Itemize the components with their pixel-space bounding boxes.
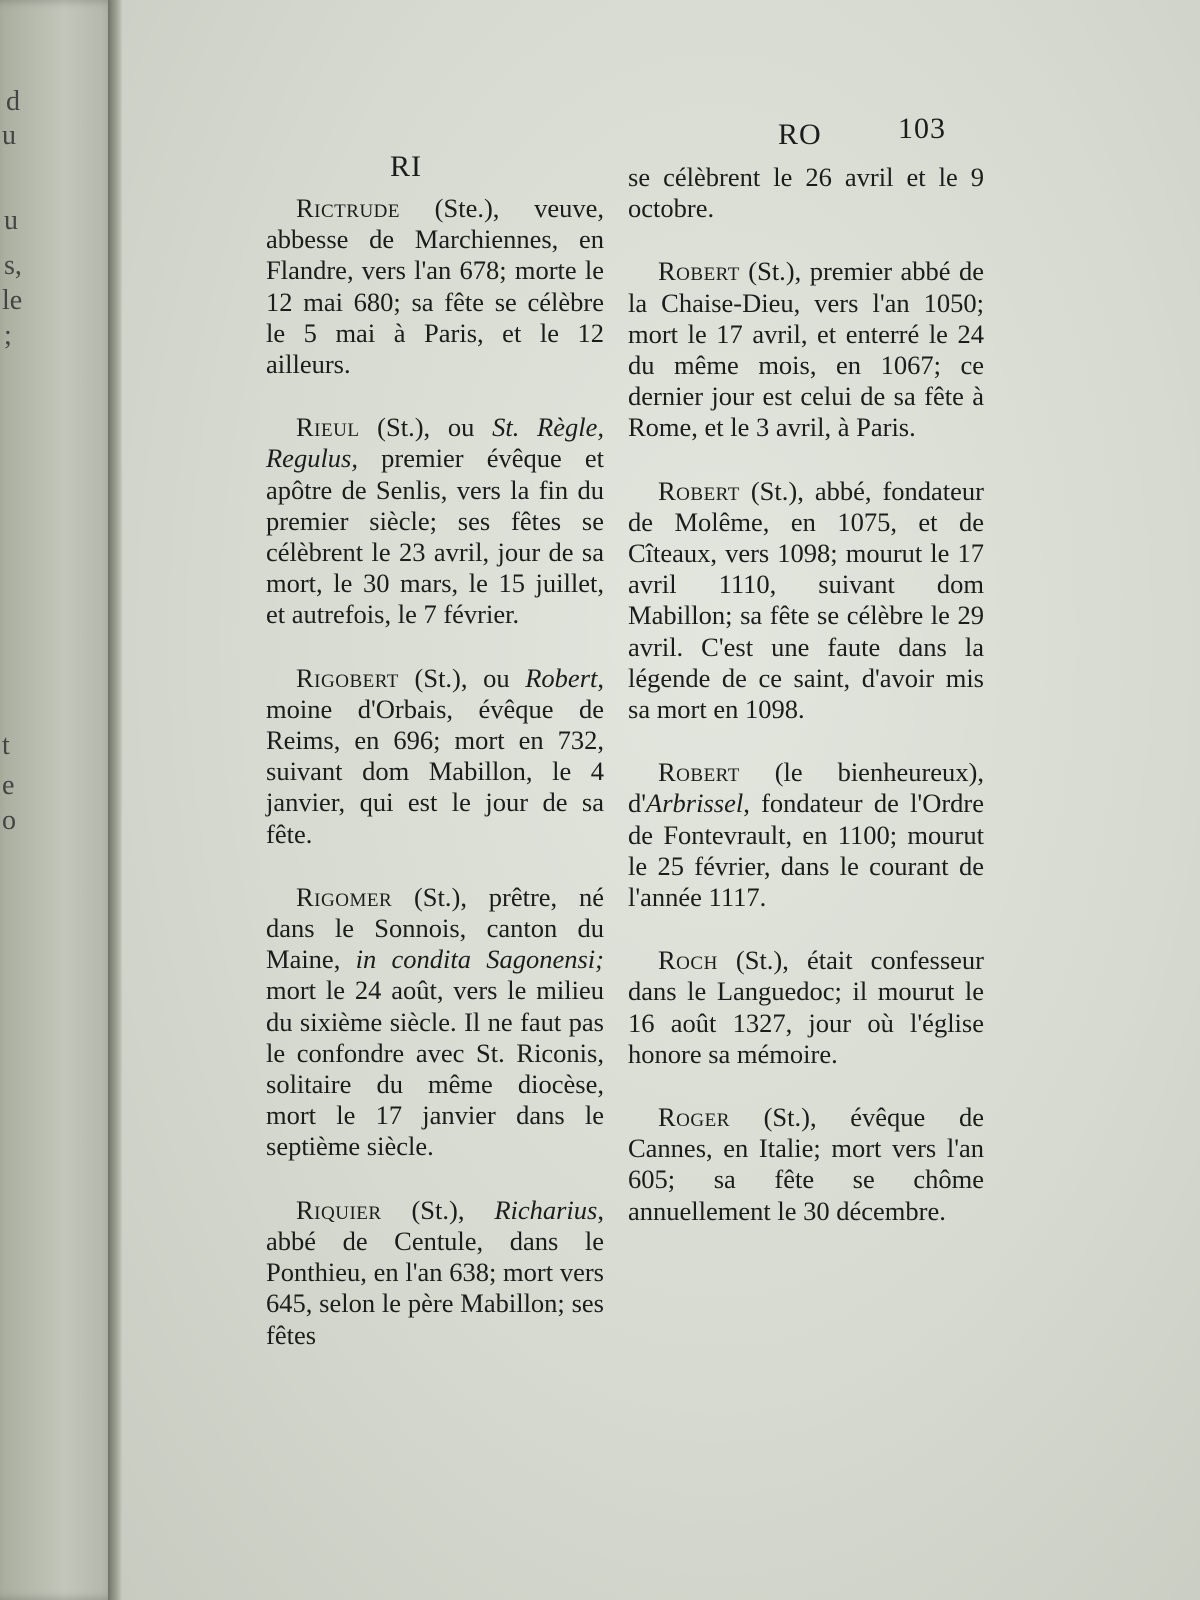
entry-riquier-continuation xyxy=(628,162,984,224)
entry-robert-moleme xyxy=(628,476,984,726)
entry-robert-arbrissel xyxy=(628,757,984,913)
entry-italic-text: St. Règle, Regulus, xyxy=(266,412,604,474)
right-column xyxy=(628,162,984,1259)
entry-name: Roger xyxy=(658,1102,730,1133)
entry-name: Rieul xyxy=(296,412,360,443)
entry-text: premier évêque et apôtre de Senlis, vers la fin du premier siècle; ses fêtes se célèbrent le 23 avril, jour de sa mort, le 30 mars, le 15 juillet, et autrefois, le 7 février. xyxy=(266,443,604,630)
entry-text: se célèbrent le 26 avril et le 9 octobre. xyxy=(628,162,984,224)
bleed-through-text: o xyxy=(2,805,16,836)
entry-rieul xyxy=(266,412,604,630)
left-column-header: RI xyxy=(390,150,422,183)
entry-text: mort le 24 août, vers le milieu du sixième siècle. Il ne faut pas le confondre avec St. Riconis, solitaire du même diocèse, mort le 17 janvier dans le septième siècle. xyxy=(266,975,604,1162)
bleed-through-text: u xyxy=(4,205,18,236)
bleed-through-text: ; xyxy=(4,320,12,351)
book-gutter xyxy=(108,0,122,1600)
bleed-through-text: u xyxy=(2,120,16,151)
entry-name: Robert xyxy=(658,256,740,287)
entry-text: (Ste.), veuve, abbesse de Marchiennes, en Flandre, vers l'an 678; morte le 12 mai 680; sa fête se célèbre le 5 mai à Paris, et le 12 ailleurs. xyxy=(266,193,604,380)
entry-name: Robert xyxy=(658,757,740,788)
entry-name: Riquier xyxy=(296,1194,382,1225)
entry-rictrude xyxy=(266,193,604,380)
entry-robert-chaise-dieu xyxy=(628,256,984,443)
entry-name: Rigomer xyxy=(296,881,393,912)
bleed-through-text: s, xyxy=(4,250,22,281)
entry-riquier xyxy=(266,1195,604,1351)
entry-text: (St.), ou xyxy=(398,662,526,693)
entry-text: , abbé de Centule, dans le Ponthieu, en l'an 638; mort vers 645, selon le père Mabillon; ses fêtes xyxy=(266,1194,604,1350)
entry-name: Roch xyxy=(658,945,718,976)
entry-text: , moine d'Orbais, évêque de Reims, en 696; mort en 732, suivant dom Mabillon, le 4 janvier, qui est le jour de sa fête. xyxy=(266,662,604,849)
entry-text: (St.), était confesseur dans le Languedoc; il mourut le 16 août 1327, jour où l'église honore sa mémoire. xyxy=(628,945,984,1069)
entry-text: (St.), évêque de Cannes, en Italie; mort vers l'an 605; sa fête se chôme annuellement le 30 décembre. xyxy=(628,1102,984,1226)
bleed-through-text: le xyxy=(2,285,23,316)
facing-page xyxy=(0,0,118,1600)
entry-name: Rigobert xyxy=(296,662,399,693)
entry-rigobert xyxy=(266,663,604,850)
entry-text: (St.), prêtre, né dans le Sonnois, canton du Maine, xyxy=(266,881,604,975)
entry-italic-text: Robert xyxy=(525,662,598,693)
bleed-through-text: e xyxy=(2,770,15,801)
entry-text: (St.), abbé, fondateur de Molême, en 1075, et de Cîteaux, vers 1098; mourut le 17 avril 1110, suivant dom Mabillon; sa fête se célèbre le 29 avril. C'est une faute dans la légende de ce saint, d'avoir mis sa mort en 1098. xyxy=(628,475,984,725)
page-number: 103 xyxy=(898,112,946,145)
entry-text: (St.), xyxy=(381,1194,495,1225)
left-column xyxy=(266,193,604,1383)
bleed-through-text: t xyxy=(2,730,10,761)
bleed-through-text: d xyxy=(6,86,20,117)
entry-text: (le bienheureux), d' xyxy=(628,757,984,819)
entry-text: (St.), ou xyxy=(359,412,493,443)
entry-italic-text: in condita Sagonensi; xyxy=(355,944,604,975)
entry-roch xyxy=(628,945,984,1070)
entry-name: Robert xyxy=(658,475,740,506)
entry-text: , fondateur de l'Ordre de Fontevrault, en 1100; mourut le 25 février, dans le courant de l'année 1117. xyxy=(628,788,984,913)
entry-text: (St.), premier abbé de la Chaise-Dieu, vers l'an 1050; mort le 17 avril, et enterré le 24 du même mois, en 1067; ce dernier jour est celui de sa fête à Rome, et le 3 avril, à Paris. xyxy=(628,256,984,443)
entry-name: Rictrude xyxy=(296,193,401,223)
right-column-header: RO xyxy=(778,118,822,151)
entry-rigomer xyxy=(266,882,604,1163)
entry-roger xyxy=(628,1102,984,1227)
entry-italic-text: Arbrissel xyxy=(646,788,744,819)
entry-italic-text: Richarius xyxy=(494,1194,598,1225)
